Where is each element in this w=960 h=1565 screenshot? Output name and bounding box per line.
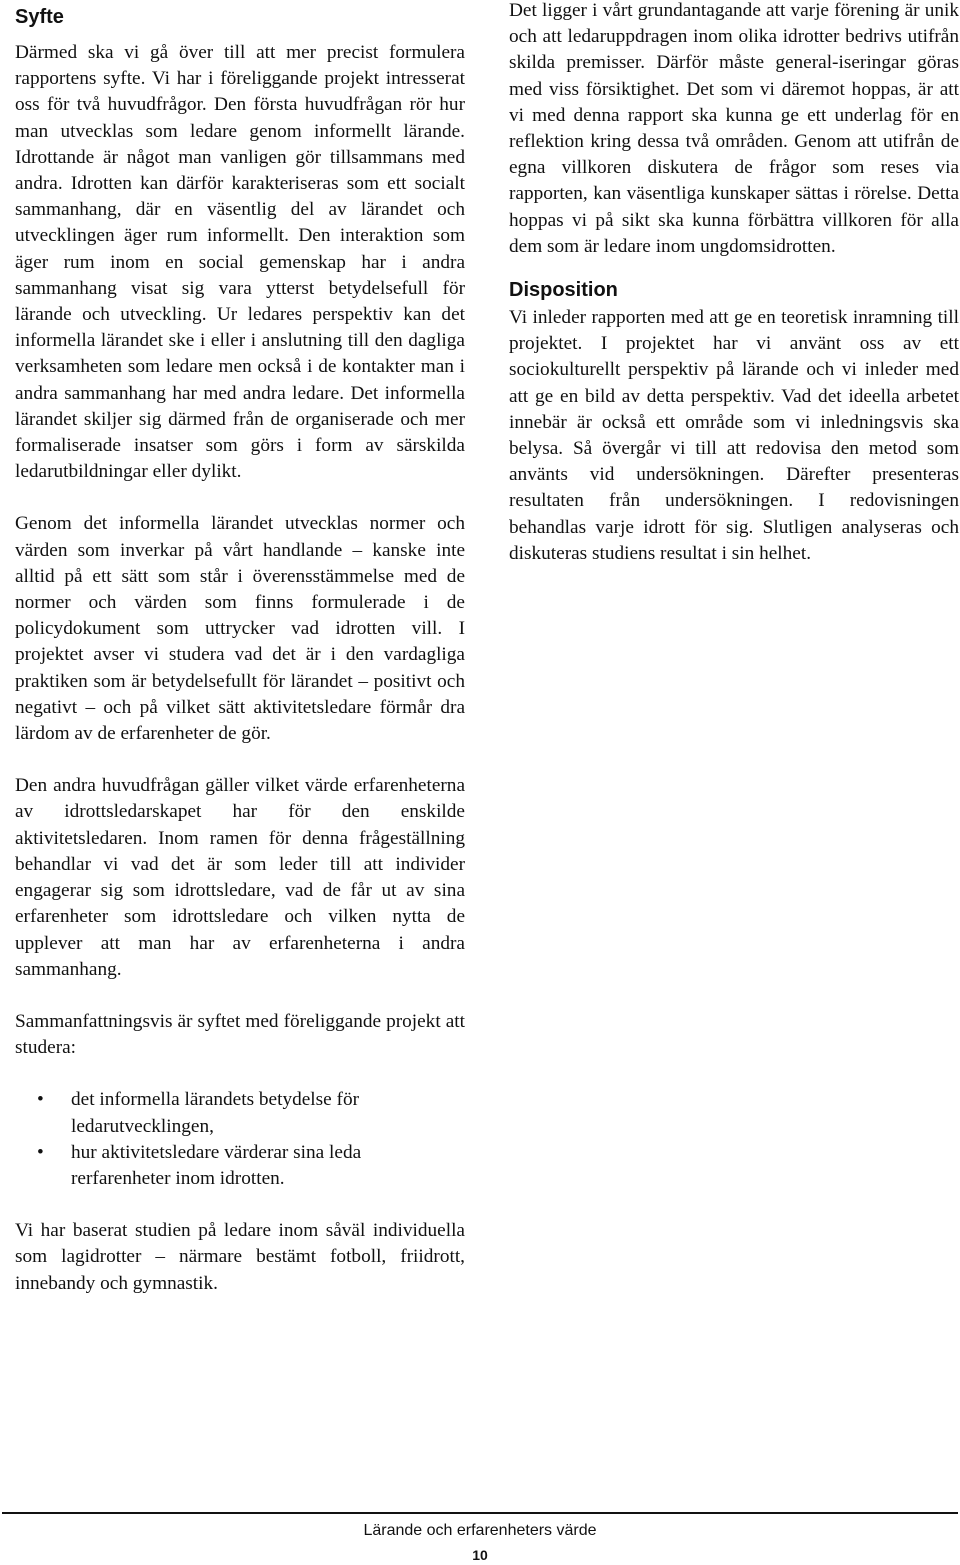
section-heading-syfte: Syfte — [15, 6, 64, 28]
paragraph-study-basis: Vi har baserat studien på ledare inom såväl individuella som lagidrotter – närmare bestämt fotboll, friidrott, innebandy och gymnastik. — [15, 1220, 465, 1294]
paragraph-disposition: Vi inleder rapporten med att ge en teoretisk inramning till projektet. I projektet har vi använt oss av ett sociokulturellt perspektiv på lärande och vi inleder med att ge en bild av detta perspektiv. Vad det ideella arbetet innebär är också ett område som vi inledningsvis ska belysa. Så övergår vi till att redovisa den metod som använts vid undersökningen. Därefter presenteras resultaten från undersökningen. I redovisningen behandlas varje idrott för sig. Slutligen analyseras och diskuteras studiens resultat i sin helhet. — [509, 307, 959, 564]
section-heading-disposition: Disposition — [509, 279, 618, 302]
purpose-bullet-list — [15, 1087, 465, 1192]
page-number: 10 — [472, 1547, 488, 1563]
right-column — [509, 0, 959, 567]
running-footer-title: Lärande och erfarenheters värde — [363, 1522, 597, 1539]
footer-divider — [2, 1512, 958, 1514]
list-item: • hur aktivitetsledare värderar sina leda rerfarenheter inom idrotten. — [15, 1140, 465, 1192]
paragraph-assumption: Det ligger i vårt grundantagande att varje förening är unik och att ledaruppdragen inom olika idrotter bedrivs utifrån skilda premisser. Därför måste general-iseringar göras med viss försiktighet. Det som vi däremot hoppas, är att vi med denna rapport ska kunna ge ett underlag för en reflektion kring dessa två områden. Genom att utifrån de egna villkoren diskutera de frågor som reses via rapporten, kan väsentliga kunskaper sättas i rörelse. Detta hoppas vi på sikt ska kunna förbättra villkoren för alla dem som är ledare inom ungdomsidrotten. — [509, 0, 959, 257]
paragraph-second-question: Den andra huvudfrågan gäller vilket värde erfarenheterna av idrottsledarskapet har för den enskilde aktivitetsledaren. Inom ramen för denna frågeställning behandlar vi vad det är som leder till att individer engagerar sig som idrottsledare, vad de får ut av sina erfarenheter som idrottsledare och vilken nytta de upplever att man har av erfarenheterna i andra sammanhang. — [15, 775, 465, 980]
paragraph-informal-learning: Genom det informella lärandet utvecklas normer och värden som inverkar på vårt handlande – kanske inte alltid på ett sätt som står i överensstämmelse med de normer och värden som finns formulerade i de policydokument som uttrycker vad idrotten vill. I projektet avser vi studera vad det är i den vardagliga praktiken som är betydelsefullt för lärandet – positivt och negativt – och på vilket sätt aktivitetsledare förmår dra lärdom av de erfarenheter de gör. — [15, 513, 465, 745]
left-column — [15, 0, 465, 1297]
list-item: • det informella lärandets betydelse för ledarutvecklingen, — [15, 1087, 465, 1139]
paragraph-summary-intro: Sammanfattningsvis är syftet med föreliggande projekt att studera: — [15, 1010, 465, 1059]
paragraph-purpose-intro: Därmed ska vi gå över till att mer precist formulera rapportens syfte. Vi har i föreliggande projekt intresserat oss för två huvudfrågor. Den första huvudfrågan rör hur man utvecklas som ledare genom informellt lärande. Idrottande är något man vanligen gör tillsammans med andra. Idrotten kan därför karakteriseras som ett socialt sammanhang, där en väsentlig del av lärandet och utvecklingen äger rum informellt. Den interaktion som äger rum inom en social gemenskap har i andra sammanhang visat sig vara ytterst betydelsefull för lärande och utveckling. Ur ledares perspektiv kan det informella lärandet ske i eller i anslutning till den dagliga verksamheten som ledare men också i de kontakter man i andra sammanhang har med andra ledare. Det informella lärandet skiljer sig därmed från de organiserade och mer formaliserade insatser som görs i form av särskilda ledarutbildningar eller dylikt. — [15, 42, 465, 483]
